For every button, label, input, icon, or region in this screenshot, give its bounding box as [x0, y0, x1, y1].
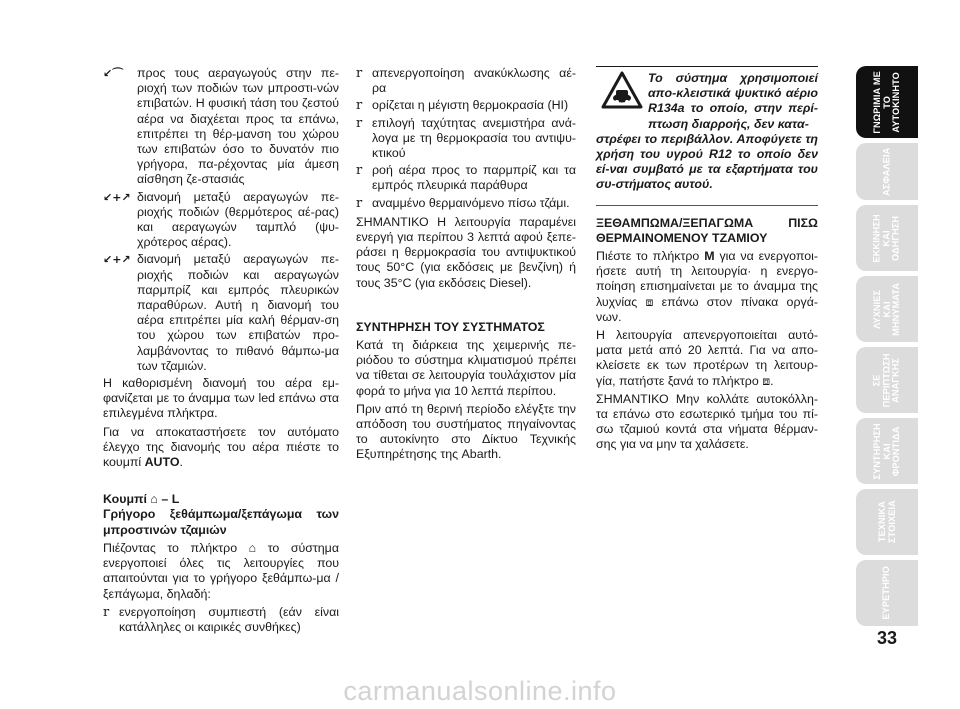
- tab-maintenance[interactable]: ΣΥΝΤΗΡΗΣΗ ΚΑΙ ΦΡΟΝΤΙΔΑ: [856, 418, 918, 484]
- environment-warning: Το σύστημα χρησιμοποιεί απο-κλειστικά ψυκτικό αέριο R134a το οποίο, στην περί-πτωση διαρροής, δεν κατα-: [596, 71, 818, 132]
- bullet-marker: r: [356, 115, 363, 131]
- list-item: r ενεργοποίηση συμπιεστή (εάν είναι κατάλληλες οι καιρικές συνθήκες): [103, 604, 339, 634]
- tab-starting-driving[interactable]: ΕΚΚΙΝΗΣΗ ΚΑΙ ΟΔΗΓΗΣΗ: [856, 205, 918, 271]
- tab-technical[interactable]: ΤΕΧΝΙΚΑ ΣΤΟΙΧΕΙΑ: [856, 489, 918, 555]
- list-item: r ορίζεται η μέγιστη θερμοκρασία (HI): [356, 98, 569, 114]
- list-item: r αναμμένο θερμαινόμενο πίσω τζάμι.: [356, 195, 570, 211]
- air-feet-dash-icon: ↙+↗: [103, 190, 131, 204]
- important-note: ΣΗΜΑΝΤΙΚΟ Μην κολλάτε αυτοκόλλη-τα επάνω στο εσωτερικό τμήμα του πί-σω τζαμιού κοντά στα νήματα θέρμαν-σης για να μην τα χαλάσετε.: [596, 391, 818, 452]
- tab-getting-to-know[interactable]: ΓΝΩΡΙΜΙΑ ΜΕ ΤΟ ΑΥΤΟΚΙΝΗΤΟ: [856, 66, 918, 138]
- warning-top-rule: [596, 66, 818, 67]
- tab-warnings[interactable]: ΛΥΧΝΙΕΣ ΚΑΙ ΜΗΝΥΜΑΤΑ: [856, 276, 918, 342]
- bullet-marker: r: [356, 163, 363, 179]
- section-heading: Κουμπί ⌂ – L: [103, 492, 180, 507]
- warning-text: στρέφει το περιβάλλον. Αποφύγετε τη χρήση του υγρού R12 το οποίο δεν εί-ναι συμβατό με τα εξαρτήματα του συ-στήματος αυτού.: [596, 131, 818, 192]
- distribution-feet-dash: ↙+↗ διανομή μεταξύ αεραγωγών πε-ριοχής ποδιών (θερμότερος αέ-ρας) και αεραγωγών ταμπλό (ψυ-χρότερος αέρας).: [103, 189, 339, 250]
- text-column-2: [356, 66, 576, 466]
- rear-defrost-icon: ⧈: [645, 294, 654, 309]
- bullet-marker: r: [356, 98, 363, 114]
- tab-emergency[interactable]: ΣΕ ΠΕΡΙΠΤΩΣΗ ΑΝΑΓΚΗΣ: [856, 347, 918, 413]
- bullet-marker: r: [356, 66, 363, 81]
- section-subheading: Γρήγορο ξεθάμπωμα/ξεπάγωμα των μπροστινών τζαμιών: [103, 507, 339, 537]
- air-feet-windscreen-icon: ↙+↗: [103, 253, 131, 267]
- bullet-marker: r: [356, 195, 363, 211]
- paragraph: Η καθορισμένη διανομή του αέρα εμ-φανίζεται με το άναμμα των led επάνω στα επιλεγμένα πλήκτρα.: [103, 376, 339, 421]
- distribution-feet: ↙⌒ προς τους αεραγωγούς στην πε-ριοχή των ποδιών των μπροστι-νών επιβατών. Η φυσική τάση του ζεστού αέρα να διαχέεται προς τα επάνω, επιτρέπει τη θέρ-μανση του χώρου των επιβατών όσο το δυνατόν πιο γρήγορα, πα-ρέχοντας μία άμεση αίσθηση ζε-στασιάς: [103, 66, 339, 187]
- defrost-front-icon: ⌂: [248, 540, 257, 555]
- chapter-tabs: [856, 66, 918, 631]
- section-heading: ΣΥΝΤΗΡΗΣΗ ΤΟΥ ΣΥΣΤΗΜΑΤΟΣ: [356, 319, 545, 334]
- page-number: 33: [876, 628, 898, 648]
- air-feet-icon: ↙⌒: [103, 67, 124, 80]
- distribution-feet-windscreen: ↙+↗ διανομή μεταξύ αεραγωγών πε-ριοχής ποδιών και αεραγωγών παρμπρίζ και εμπρός πλευρικών παραθύρων. Αυτή η διανομή του αέρα επιτρέπει μία καλή θέρμαν-ση του χώρου των επιβατών προ-λαμβάνοντας το πιθανό θάμπω-μα των τζαμιών.: [103, 252, 339, 373]
- m-button-label: M: [704, 249, 715, 264]
- paragraph: Πιέζοντας το πλήκτρο ⌂ το σύστημα ενεργοποιεί όλες τις λειτουργίες που απαιτούνται για το γρήγορο ξεθάμπω-μα / ξεπάγωμα, δηλαδή:: [103, 540, 339, 601]
- defrost-front-icon: ⌂: [150, 492, 158, 507]
- rear-defrost-icon: ⧈: [762, 373, 771, 388]
- divider: [596, 205, 818, 206]
- paragraph: Πριν από τη θερινή περίοδο ελέγξτε την απόδοση του συστήματος πηγαίνοντας το αυτοκίνητο στο Δίκτυο Τεχνικής Εξυπηρέτησης της Abarth.: [356, 401, 576, 462]
- warning-triangle-icon: [601, 71, 643, 109]
- text-column-3: [596, 66, 818, 456]
- paragraph: Η λειτουργία απενεργοποιείται αυτό-ματα μετά από 20 λεπτά. Για να απο-κλείσετε εκ των προτέρων τη λειτουρ-γία, πατήστε ξανά το πλήκτρο ⧈.: [596, 328, 818, 388]
- paragraph: Κατά τη διάρκεια της χειμερινής πε-ριόδου το σύστημα κλιματισμού πρέπει να τίθεται σε λειτουργία τουλάχιστον μία φορά το μήνα για 10 λεπτά περίπου.: [356, 338, 576, 398]
- section-heading: ΞΕΘΑΜΠΩΜΑ/ΞΕΠΑΓΩΜΑ ΠΙΣΩ ΘΕΡΜΑΙΝΟΜΕΝΟΥ ΤΖΑΜΙΟΥ: [596, 215, 818, 245]
- paragraph: Πιέστε το πλήκτρο M για να ενεργοποι-ήσετε αυτή τη λειτουργία· η ενεργο-ποίηση επισημαίνεται με το άναμμα της λυχνίας ⧈ επάνω στον πίνακα οργά-νων.: [596, 249, 819, 324]
- paragraph: Για να αποκαταστήσετε τον αυτόματο έλεγχο της διανομής του αέρα πιέστε το κουμπί AUTO.: [103, 424, 339, 470]
- important-note: ΣΗΜΑΝΤΙΚΟ Η λειτουργία παραμένει ενεργή για περίπου 3 λεπτά αφού ξεπε-ράσει η θερμοκρασία του αντιψυκτικού τους 50°C (για εκδόσεις με βενζίνη) ή τους 35°C (για εκδόσεις Diesel).: [356, 214, 576, 290]
- auto-label: AUTO: [144, 455, 180, 470]
- list-item: r επιλογή ταχύτητας ανεμιστήρα ανά-λογα με τη θερμοκρασία του αντιψυ-κτικού: [356, 115, 576, 161]
- tab-index[interactable]: ΕΥΡΕΤΗΡΙΟ: [856, 560, 918, 626]
- list-item: r απενεργοποίηση ανακύκλωσης αέ-ρα: [356, 66, 576, 96]
- watermark: carmanualsonline.info: [343, 676, 617, 706]
- tab-safety[interactable]: ΑΣΦΑΛΕΙΑ: [856, 143, 918, 200]
- text-column-1: [103, 66, 339, 637]
- bullet-marker: r: [103, 604, 110, 620]
- list-item: r ροή αέρα προς το παρμπρίζ και τα εμπρός πλευρικά παράθυρα: [356, 163, 576, 193]
